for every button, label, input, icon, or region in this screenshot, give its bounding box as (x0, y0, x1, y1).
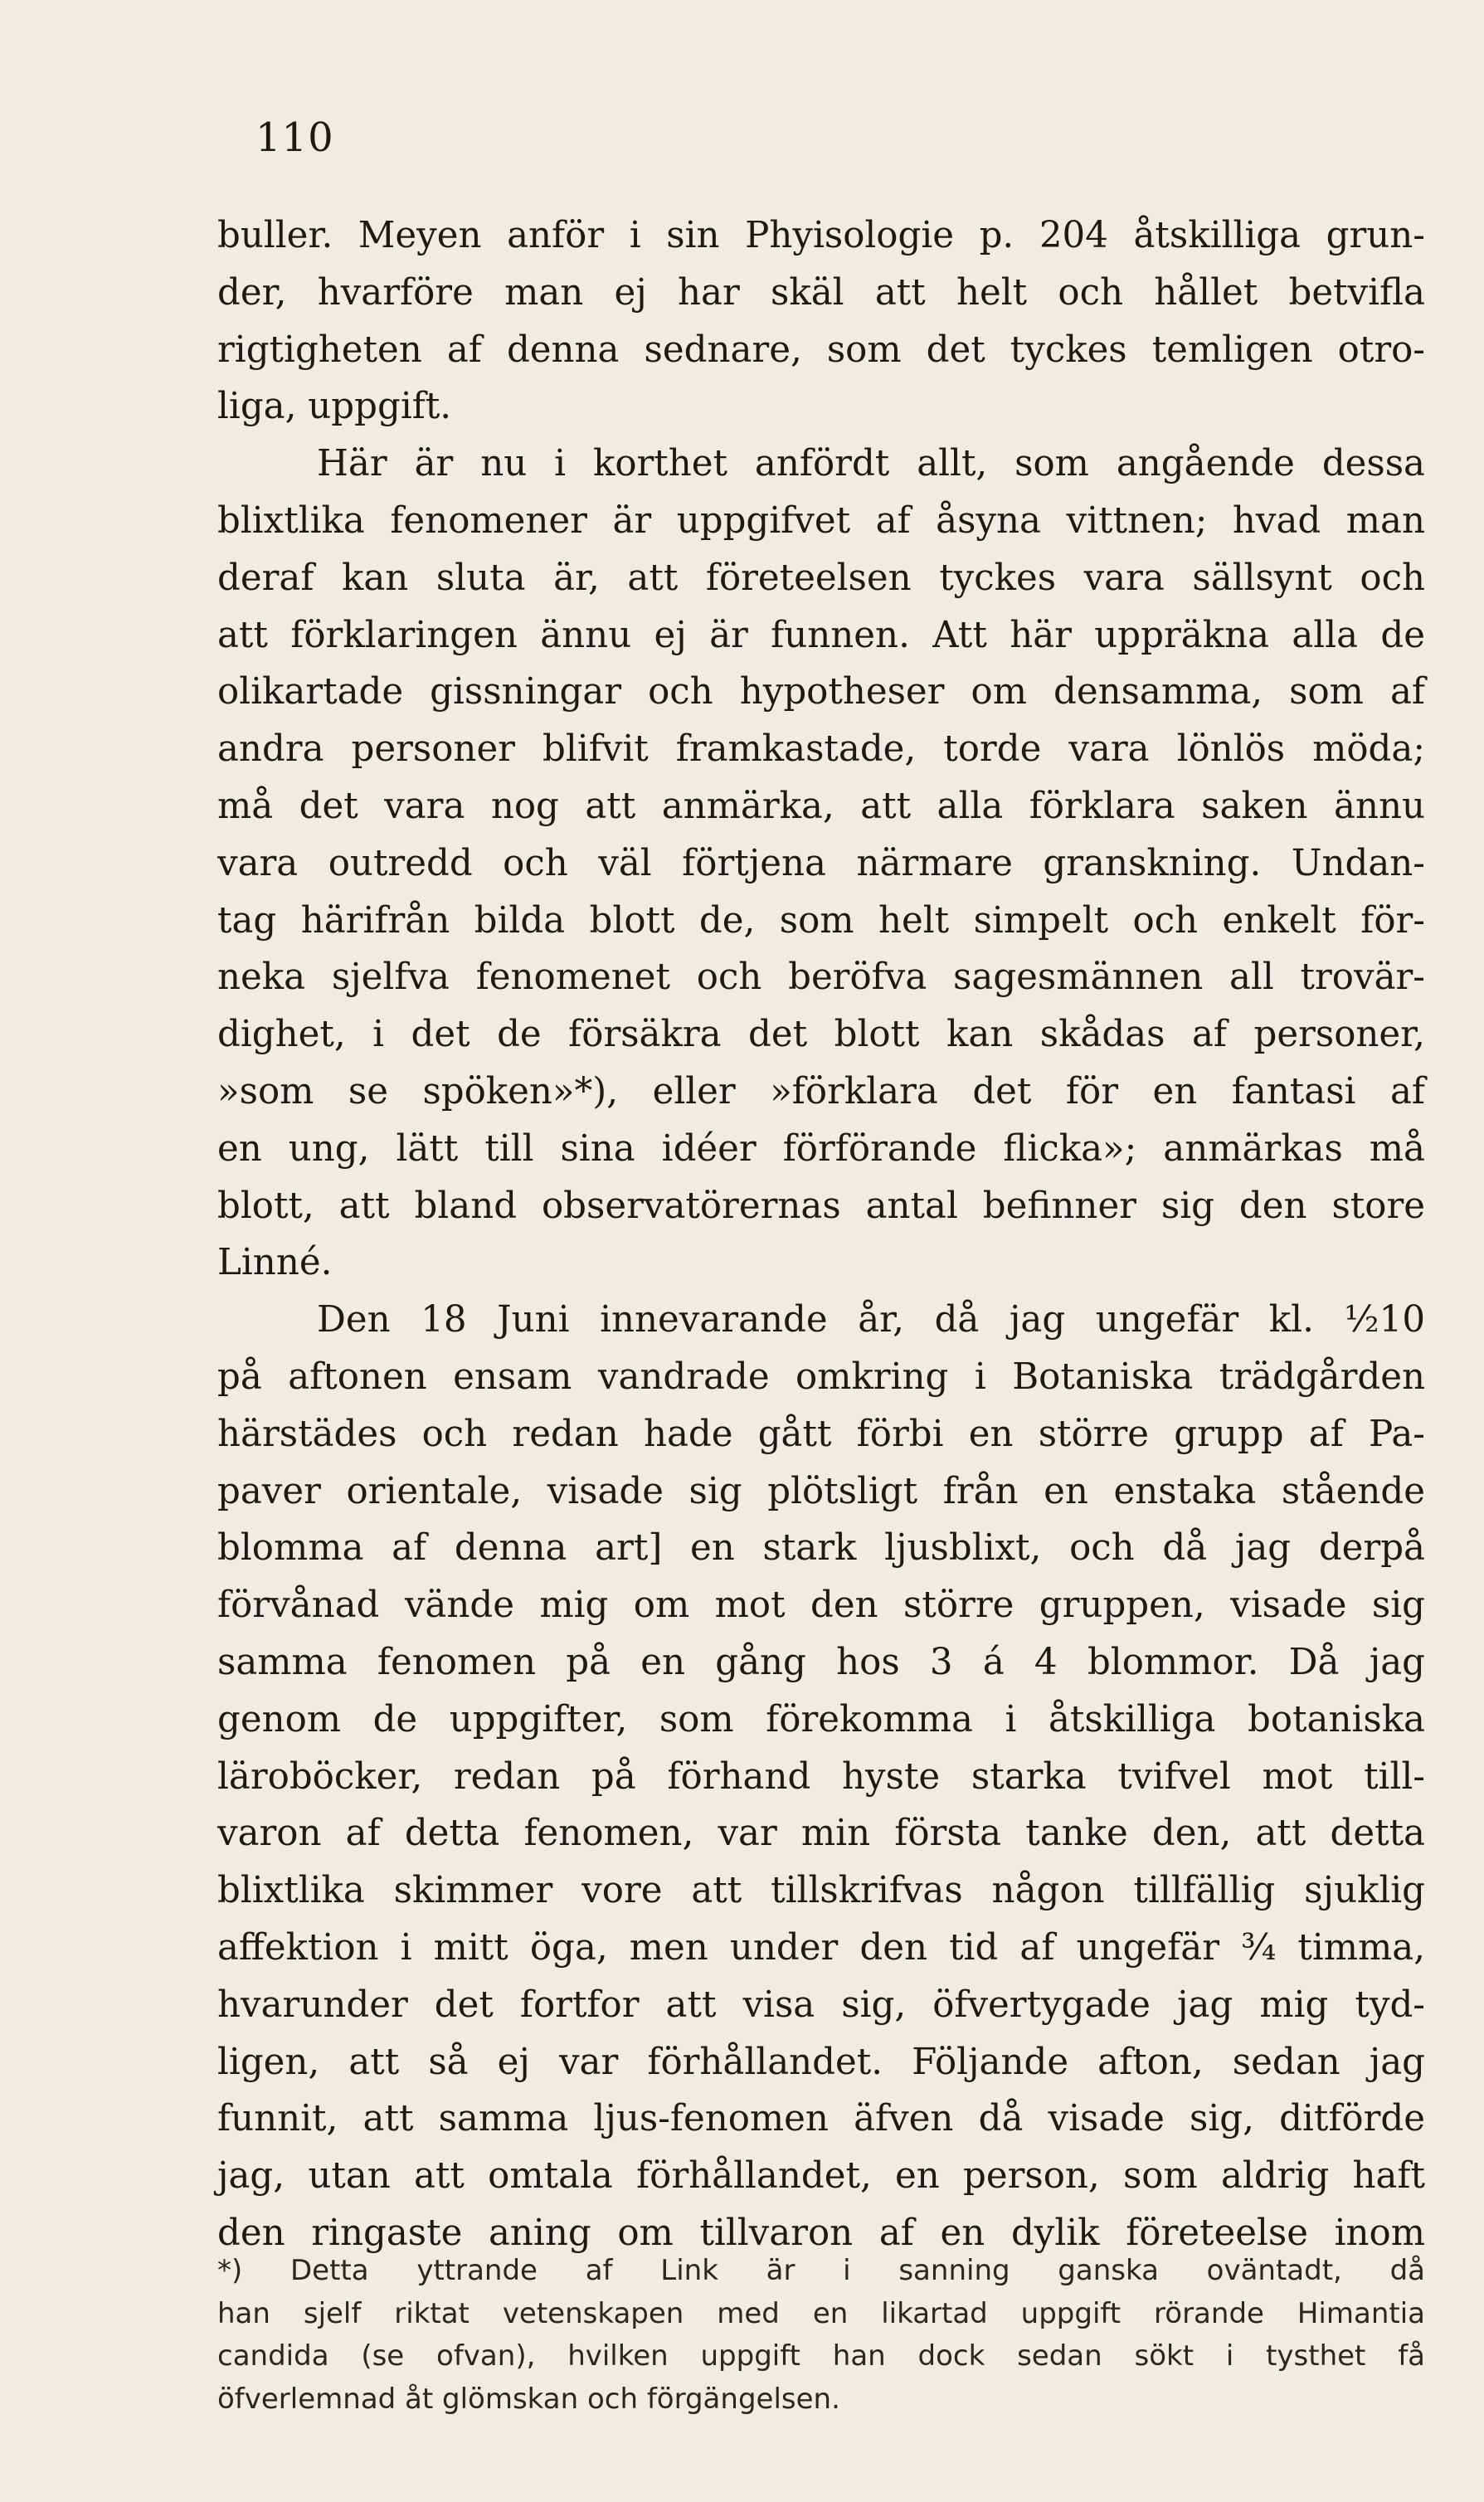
text-line: samma fenomen på en gång hos 3 á 4 blommor. Då jag (217, 1641, 1425, 1683)
text-line: blixtlika skimmer vore att tillskrifvas någon tillfällig sjuklig (217, 1870, 1425, 1912)
footnote-line: *) Detta yttrande af Link är i sanning ganska oväntadt, då (217, 2254, 1425, 2287)
text-line: vara outredd och väl förtjena närmare granskning. Undan- (217, 842, 1425, 884)
body-text (217, 207, 1425, 2262)
text-line: Här är nu i korthet anfördt allt, som angående dessa (317, 443, 1425, 485)
text-line: jag, utan att omtala förhållandet, en person, som aldrig haft (217, 2155, 1425, 2198)
text-line: förvånad vände mig om mot den större gruppen, visade sig (217, 1584, 1425, 1627)
text-line: hvarunder det fortfor att visa sig, öfvertygade jag mig tyd- (217, 1984, 1425, 2026)
text-line: olikartade gissningar och hypotheser om densamma, som af (217, 671, 1425, 713)
text-line: Linné. (217, 1242, 333, 1284)
text-line: den ringaste aning om tillvaron af en dylik företeelse inom (217, 2212, 1425, 2254)
text-line: härstädes och redan hade gått förbi en större grupp af Pa- (217, 1413, 1425, 1455)
text-line: varon af detta fenomen, var min första tanke den, att detta (217, 1813, 1425, 1855)
text-line: funnit, att samma ljus-fenomen äfven då visade sig, ditförde (217, 2098, 1425, 2140)
text-line: andra personer blifvit framkastade, torde vara lönlös möda; (217, 728, 1425, 771)
text-line: liga, uppgift. (217, 386, 452, 428)
text-line: buller. Meyen anför i sin Phyisologie p. 204 åtskilliga grun- (217, 215, 1425, 256)
text-line: att förklaringen ännu ej är funnen. Att här uppräkna alla de (217, 614, 1425, 656)
text-line: neka sjelfva fenomenet och beröfva sagesmännen all trovär- (217, 957, 1425, 999)
text-line: deraf kan sluta är, att företeelsen tyckes vara sällsynt och (217, 557, 1425, 599)
text-line: blixtlika fenomener är uppgifvet af åsyna vittnen; hvad man (217, 499, 1425, 542)
page-number: 110 (255, 114, 334, 161)
text-line: »som se spöken»*), eller »förklara det för en fantasi af (217, 1070, 1425, 1112)
footnote-line: öfverlemnad åt glömskan och förgängelsen. (217, 2382, 840, 2416)
text-line: på aftonen ensam vandrade omkring i Botaniska trädgården (217, 1356, 1425, 1398)
text-line: ligen, att så ej var förhållandet. Följande afton, sedan jag (217, 2041, 1425, 2083)
text-line: rigtigheten af denna sednare, som det tyckes temligen otro- (217, 329, 1425, 371)
text-line: Den 18 Juni innevarande år, då jag ungefär kl. ½10 (317, 1299, 1425, 1341)
footnote-line: han sjelf riktat vetenskapen med en likartad uppgift rörande Himantia (217, 2296, 1425, 2330)
text-line: dighet, i det de försäkra det blott kan skådas af personer, (217, 1014, 1425, 1056)
text-line: blott, att bland observatörernas antal befinner sig den store (217, 1185, 1425, 1227)
text-line: affektion i mitt öga, men under den tid af ungefär ¾ timma, (217, 1926, 1425, 1969)
footnote-line: candida (se ofvan), hvilken uppgift han dock sedan sökt i tysthet få (217, 2339, 1425, 2373)
text-line: en ung, lätt till sina idéer förförande flicka»; anmärkas må (217, 1127, 1425, 1170)
text-line: må det vara nog att anmärka, att alla förklara saken ännu (217, 785, 1425, 827)
text-line: paver orientale, visade sig plötsligt från en enstaka stående (217, 1470, 1425, 1512)
text-line: der, hvarföre man ej har skäl att helt och hållet betvifla (217, 271, 1425, 314)
text-line: tag härifrån bilda blott de, som helt simpelt och enkelt för- (217, 899, 1425, 942)
text-line: genom de uppgifter, som förekomma i åtskilliga botaniska (217, 1698, 1425, 1740)
footnote (217, 2250, 1425, 2421)
text-line: läroböcker, redan på förhand hyste starka tvifvel mot till- (217, 1755, 1425, 1798)
text-line: blomma af denna art] en stark ljusblixt, och då jag derpå (217, 1527, 1425, 1570)
